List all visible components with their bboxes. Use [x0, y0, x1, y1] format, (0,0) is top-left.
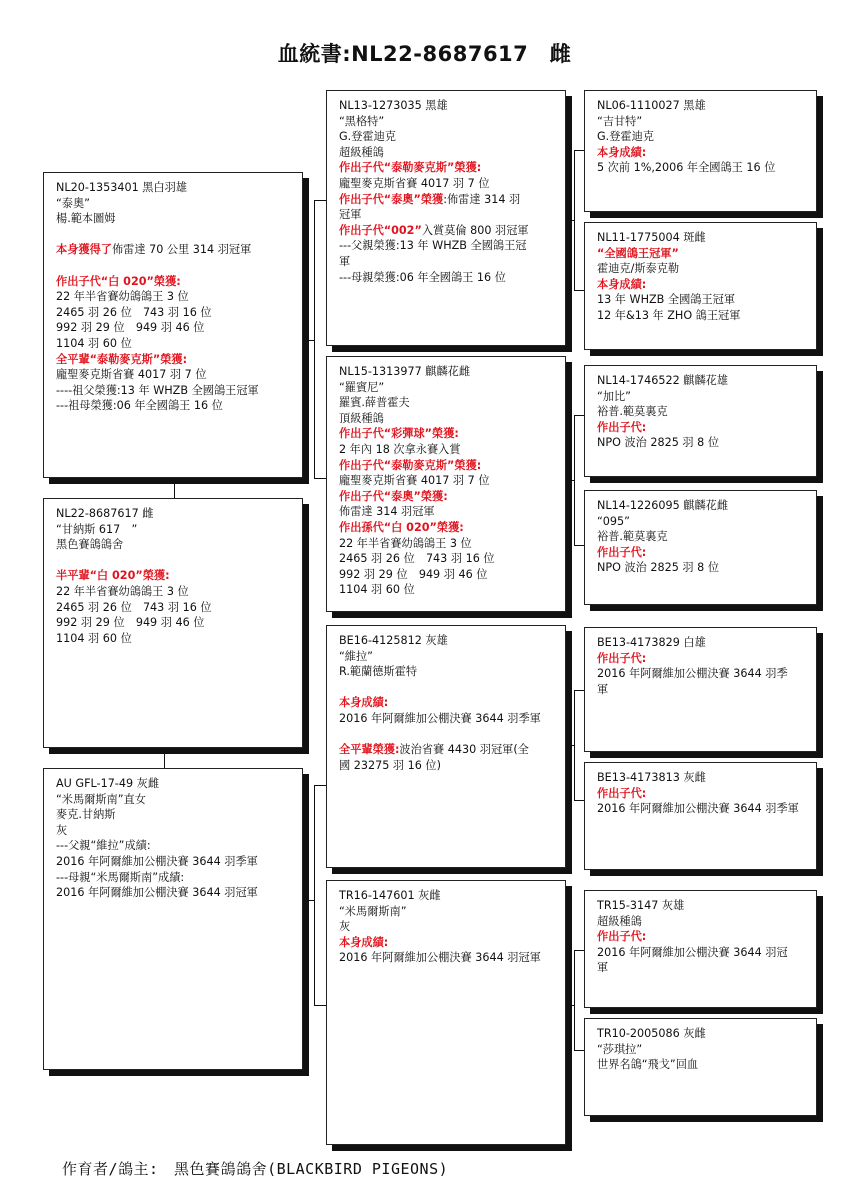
- line-text: ----祖父榮獲:13 年 WHZB 全國鴿王冠軍: [56, 383, 259, 397]
- pedigree-line: [56, 537, 292, 553]
- pedigree-line: [339, 742, 555, 758]
- connector-line: [314, 478, 326, 479]
- line-text: ---祖母榮獲:06 年全國鴿王 16 位: [56, 399, 223, 413]
- pedigree-line: [597, 770, 806, 786]
- highlight-text: 作出子代“泰勒麥克斯”榮獲:: [339, 458, 482, 472]
- pedigree-line: [56, 631, 292, 647]
- pedigree-box-paternal-grandmother: [326, 356, 566, 612]
- line-text: 992 羽 29 位 949 羽 46 位: [56, 616, 205, 630]
- pedigree-box-maternal-grandfather: [326, 625, 566, 868]
- line-text: NL11-1775004 斑雌: [597, 231, 706, 244]
- line-text: “泰奧”: [56, 196, 90, 210]
- line-text: 22 年半省賽幼鴿鴿王 3 位: [56, 584, 189, 598]
- line-text: “吉甘特”: [597, 114, 643, 128]
- line-text: NL06-1110027 黑雄: [597, 99, 706, 112]
- pedigree-line: [597, 945, 806, 961]
- connector-line: [574, 415, 584, 416]
- pedigree-line: [339, 458, 555, 474]
- pedigree-line: [597, 666, 806, 682]
- pedigree-line: [597, 514, 806, 530]
- connector-line: [566, 220, 575, 221]
- highlight-text: 全平輩榮獲:: [339, 743, 400, 757]
- pedigree-box-ggp-1: [584, 90, 817, 212]
- line-text: 992 羽 29 位 949 羽 46 位: [56, 321, 205, 335]
- pedigree-line: [56, 553, 292, 569]
- pedigree-line: [56, 336, 292, 352]
- pedigree-line: [597, 651, 806, 667]
- pedigree-line: [56, 196, 292, 212]
- pedigree-line: [339, 238, 555, 254]
- line-text: 2016 年阿爾維加公棚決賽 3644 羽季軍: [339, 711, 541, 725]
- highlight-text: 本身成績:: [339, 935, 389, 949]
- line-text: 軍: [339, 254, 351, 268]
- line-text: 12 年&13 年 ZHO 鴿王冠軍: [597, 308, 741, 322]
- line-text: 2465 羽 26 位 743 羽 16 位: [339, 552, 495, 566]
- pedigree-line: [597, 929, 806, 945]
- highlight-text: 作出子代“泰奧”榮獲:: [339, 489, 448, 503]
- pedigree-line: [339, 536, 555, 552]
- pedigree-line: [339, 888, 555, 904]
- highlight-text: 本身成績:: [597, 277, 647, 291]
- pedigree-line: [56, 807, 292, 823]
- line-text: 22 年半省賽幼鴿鴿王 3 位: [56, 290, 189, 304]
- line-text: :佈雷達 314 羽: [443, 192, 521, 206]
- pedigree-line: [56, 615, 292, 631]
- line-text: AU GFL-17-49 灰雌: [56, 777, 160, 790]
- pedigree-line: [597, 914, 806, 930]
- line-text: 2465 羽 26 位 743 羽 16 位: [56, 305, 212, 319]
- pedigree-line: [339, 664, 555, 680]
- highlight-text: 作出孫代“白 020”榮獲:: [339, 520, 464, 534]
- line-text: 佈雷達 70 公里 314 羽冠軍: [111, 243, 252, 257]
- pedigree-line: [56, 885, 292, 901]
- connector-line: [303, 340, 315, 341]
- line-text: “095”: [597, 514, 630, 528]
- connector-line: [314, 1005, 326, 1006]
- pedigree-line: [339, 129, 555, 145]
- highlight-text: 本身成績:: [597, 145, 647, 159]
- pedigree-box-ggp-4: [584, 490, 817, 605]
- line-text: 2016 年阿爾維加公棚決賽 3644 羽冠軍: [56, 886, 258, 900]
- pedigree-line: [597, 261, 806, 277]
- pedigree-line: [339, 207, 555, 223]
- highlight-text: 作出子代“泰奧”榮獲: [339, 192, 444, 206]
- line-text: 入賞莫倫 800 羽冠軍: [421, 223, 529, 237]
- pedigree-line: [339, 223, 555, 239]
- line-text: ---父親“維拉”成績:: [56, 839, 151, 853]
- pedigree-line: [597, 230, 806, 246]
- line-text: 2 年內 18 次拿永賽入賞: [339, 442, 461, 456]
- pedigree-line: [339, 380, 555, 396]
- pedigree-line: [339, 473, 555, 489]
- pedigree-line: [597, 898, 806, 914]
- line-text: “黑格特”: [339, 114, 385, 128]
- pedigree-line: [339, 395, 555, 411]
- connector-line: [314, 785, 315, 1005]
- line-text: NL14-1746522 麒麟花雄: [597, 374, 729, 387]
- pedigree-line: [56, 398, 292, 414]
- pedigree-line: [597, 545, 806, 561]
- pedigree-line: [339, 426, 555, 442]
- line-text: NL14-1226095 麒麟花雌: [597, 499, 729, 512]
- line-text: 灰: [339, 920, 351, 934]
- highlight-text: 半平輩“白 020”榮獲:: [56, 569, 170, 583]
- pedigree-line: [339, 680, 555, 696]
- pedigree-line: [339, 504, 555, 520]
- connector-line: [574, 545, 584, 546]
- pedigree-line: [597, 786, 806, 802]
- line-text: 黑色賽鴿鴿舍: [56, 538, 124, 552]
- pedigree-line: [339, 935, 555, 951]
- line-text: ---母親“米馬爾斯南”成績:: [56, 870, 185, 884]
- pedigree-line: [597, 529, 806, 545]
- connector-line: [566, 1005, 575, 1006]
- pedigree-box-ggp-5: [584, 627, 817, 752]
- connector-line: [574, 690, 584, 691]
- line-text: 13 年 WHZB 全國鴿王冠軍: [597, 293, 736, 307]
- pedigree-box-ggp-2: [584, 222, 817, 350]
- connector-line: [164, 747, 165, 769]
- line-text: 裕普.範莫裏克: [597, 405, 668, 419]
- highlight-text: 全平輩“泰勒麥克斯”榮獲:: [56, 352, 188, 366]
- pedigree-line: [56, 600, 292, 616]
- line-text: 2016 年阿爾維加公棚決賽 3644 羽季軍: [56, 854, 258, 868]
- line-text: R.範蘭德斯霍特: [339, 665, 418, 679]
- pedigree-line: [597, 682, 806, 698]
- highlight-text: 作出子代:: [597, 420, 647, 434]
- line-text: 1104 羽 60 位: [56, 631, 132, 645]
- line-text: NL15-1313977 麒麟花雌: [339, 365, 471, 378]
- line-text: “莎琪拉”: [597, 1042, 643, 1056]
- line-text: 22 年半省賽幼鴿鴿王 3 位: [339, 536, 472, 550]
- line-text: 羅賓.薛普霍夫: [339, 396, 410, 410]
- line-text: NPO 波治 2825 羽 8 位: [597, 561, 720, 575]
- highlight-text: 作出子代:: [597, 545, 647, 559]
- pedigree-line: [597, 277, 806, 293]
- pedigree-line: [597, 1026, 806, 1042]
- pedigree-line: [56, 792, 292, 808]
- pedigree-line: [56, 320, 292, 336]
- pedigree-line: [56, 274, 292, 290]
- highlight-text: 作出子代:: [597, 930, 647, 944]
- pedigree-line: [56, 776, 292, 792]
- connector-line: [574, 1050, 584, 1051]
- line-text: 2465 羽 26 位 743 羽 16 位: [56, 600, 212, 614]
- pedigree-line: [339, 98, 555, 114]
- connector-line: [566, 480, 575, 481]
- breeder-footer: 作育者/鴿主: 黑色賽鴿鴿舍(BLACKBIRD PIGEONS): [62, 1160, 449, 1178]
- connector-line: [574, 150, 584, 151]
- line-text: NL22-8687617 雌: [56, 507, 154, 520]
- pedigree-line: [597, 114, 806, 130]
- pedigree-line: [56, 180, 292, 196]
- pedigree-line: [56, 227, 292, 243]
- pedigree-box-mother: [43, 768, 303, 1070]
- pedigree-line: [597, 160, 806, 176]
- line-text: G.登霍迪克: [339, 130, 396, 144]
- pedigree-line: [339, 711, 555, 727]
- line-text: 1104 羽 60 位: [339, 583, 415, 597]
- line-text: 龐聖麥克斯省賽 4017 羽 7 位: [56, 368, 207, 382]
- pedigree-line: [597, 98, 806, 114]
- pedigree-box-ggp-7: [584, 890, 817, 1008]
- line-text: 5 次前 1%,2006 年全國鴿王 16 位: [597, 161, 776, 175]
- pedigree-line: [597, 498, 806, 514]
- pedigree-line: [597, 292, 806, 308]
- pedigree-line: [56, 352, 292, 368]
- line-text: 頂級種鴿: [339, 411, 384, 425]
- line-text: 麥克.甘納斯: [56, 808, 116, 822]
- line-text: “維拉”: [339, 649, 373, 663]
- pedigree-line: [56, 870, 292, 886]
- pedigree-box-ggp-3: [584, 365, 817, 477]
- pedigree-line: [597, 435, 806, 451]
- highlight-text: 作出子代“002”: [339, 223, 422, 237]
- pedigree-line: [339, 160, 555, 176]
- pedigree-line: [597, 801, 806, 817]
- connector-line: [314, 785, 326, 786]
- connector-line: [574, 950, 584, 951]
- connector-line: [314, 200, 326, 201]
- line-text: ---母親榮獲:06 年全國鴿王 16 位: [339, 270, 506, 284]
- pedigree-line: [339, 695, 555, 711]
- pedigree-line: [597, 308, 806, 324]
- line-text: 1104 羽 60 位: [56, 336, 132, 350]
- pedigree-line: [339, 254, 555, 270]
- pedigree-line: [339, 758, 555, 774]
- pedigree-line: [597, 960, 806, 976]
- connector-line: [174, 478, 175, 500]
- pedigree-box-ggp-8: [584, 1018, 817, 1116]
- pedigree-line: [56, 568, 292, 584]
- connector-line: [574, 290, 584, 291]
- highlight-text: “全國鴿王冠軍”: [597, 246, 679, 260]
- pedigree-line: [339, 176, 555, 192]
- pedigree-line: [339, 582, 555, 598]
- pedigree-line: [339, 145, 555, 161]
- pedigree-line: [339, 364, 555, 380]
- line-text: 2016 年阿爾維加公棚決賽 3644 羽冠: [597, 945, 788, 959]
- line-text: 992 羽 29 位 949 羽 46 位: [339, 567, 488, 581]
- pedigree-line: [597, 389, 806, 405]
- line-text: 超級種鴿: [597, 914, 642, 928]
- pedigree-line: [56, 522, 292, 538]
- line-text: ---父親榮獲:13 年 WHZB 全國鴿王冠: [339, 239, 527, 253]
- highlight-text: 作出子代:: [597, 786, 647, 800]
- line-text: 波治省賽 4430 羽冠軍(全: [399, 743, 529, 757]
- pedigree-line: [56, 823, 292, 839]
- line-text: “米馬爾斯南”: [339, 904, 407, 918]
- line-text: BE13-4173813 灰雌: [597, 771, 706, 784]
- pedigree-line: [56, 584, 292, 600]
- pedigree-box-maternal-grandmother: [326, 880, 566, 1145]
- pedigree-line: [597, 129, 806, 145]
- line-text: 裕普.範莫裏克: [597, 530, 668, 544]
- highlight-text: 作出子代“泰勒麥克斯”榮獲:: [339, 161, 482, 175]
- pedigree-line: [339, 567, 555, 583]
- pedigree-line: [56, 506, 292, 522]
- line-text: 2016 年阿爾維加公棚決賽 3644 羽冠軍: [339, 951, 541, 965]
- connector-line: [574, 800, 584, 801]
- pedigree-line: [56, 289, 292, 305]
- pedigree-line: [597, 560, 806, 576]
- connector-line: [566, 745, 575, 746]
- pedigree-line: [339, 633, 555, 649]
- pedigree-box-father: [43, 172, 303, 478]
- line-text: TR15-3147 灰雄: [597, 899, 685, 912]
- pedigree-line: [56, 211, 292, 227]
- line-text: 軍: [597, 961, 609, 975]
- pedigree-line: [597, 373, 806, 389]
- highlight-text: 本身成績:: [339, 696, 389, 710]
- line-text: 冠軍: [339, 208, 362, 222]
- line-text: “加比”: [597, 389, 631, 403]
- pedigree-line: [339, 489, 555, 505]
- highlight-text: 本身獲得了: [56, 243, 112, 257]
- highlight-text: 作出子代:: [597, 651, 647, 665]
- pedigree-line: [56, 838, 292, 854]
- pedigree-box-paternal-grandfather: [326, 90, 566, 346]
- line-text: 龐聖麥克斯省賽 4017 羽 7 位: [339, 176, 490, 190]
- line-text: G.登霍迪克: [597, 130, 654, 144]
- line-text: “米馬爾斯南”直女: [56, 792, 146, 806]
- line-text: 霍迪克/斯泰克勒: [597, 262, 680, 276]
- pedigree-box-ggp-6: [584, 762, 817, 870]
- line-text: 2016 年阿爾維加公棚決賽 3644 羽季軍: [597, 802, 799, 816]
- pedigree-line: [339, 950, 555, 966]
- line-text: 龐聖麥克斯省賽 4017 羽 7 位: [339, 474, 490, 488]
- pedigree-line: [339, 904, 555, 920]
- pedigree-line: [56, 305, 292, 321]
- line-text: NL20-1353401 黑白羽雄: [56, 181, 188, 194]
- pedigree-box-subject: [43, 498, 303, 748]
- pedigree-line: [339, 192, 555, 208]
- connector-line: [574, 950, 575, 1050]
- line-text: 國 23275 羽 16 位): [339, 758, 441, 772]
- line-text: “羅賓尼”: [339, 380, 385, 394]
- highlight-text: 作出子代“彩彈球”榮獲:: [339, 427, 459, 441]
- pedigree-line: [339, 114, 555, 130]
- line-text: BE16-4125812 灰雄: [339, 634, 448, 647]
- pedigree-line: [56, 854, 292, 870]
- line-text: 軍: [597, 682, 609, 696]
- line-text: 楊.範本圖姆: [56, 212, 116, 226]
- line-text: TR10-2005086 灰雌: [597, 1027, 706, 1040]
- line-text: NPO 波治 2825 羽 8 位: [597, 436, 720, 450]
- pedigree-line: [339, 919, 555, 935]
- highlight-text: 作出子代“白 020”榮獲:: [56, 274, 181, 288]
- connector-line: [314, 200, 315, 478]
- line-text: NL13-1273035 黑雄: [339, 99, 448, 112]
- line-text: 佈雷達 314 羽冠軍: [339, 505, 435, 519]
- pedigree-line: [339, 411, 555, 427]
- pedigree-line: [339, 727, 555, 743]
- pedigree-line: [597, 1057, 806, 1073]
- pedigree-line: [56, 383, 292, 399]
- connector-line: [303, 900, 315, 901]
- pedigree-line: [56, 258, 292, 274]
- pedigree-line: [597, 635, 806, 651]
- page-title: 血統書:NL22-8687617 雌: [277, 42, 572, 66]
- pedigree-line: [56, 367, 292, 383]
- pedigree-line: [597, 246, 806, 262]
- pedigree-line: [597, 420, 806, 436]
- pedigree-line: [339, 442, 555, 458]
- line-text: 灰: [56, 823, 68, 837]
- pedigree-line: [597, 404, 806, 420]
- pedigree-line: [597, 145, 806, 161]
- pedigree-line: [56, 242, 292, 258]
- line-text: 世界名鴿“飛戈”回血: [597, 1058, 699, 1072]
- line-text: TR16-147601 灰雌: [339, 889, 441, 902]
- pedigree-line: [339, 649, 555, 665]
- pedigree-line: [597, 1042, 806, 1058]
- line-text: BE13-4173829 白雄: [597, 636, 706, 649]
- pedigree-line: [339, 551, 555, 567]
- line-text: 2016 年阿爾維加公棚決賽 3644 羽季: [597, 667, 788, 681]
- line-text: “甘納斯 617 ”: [56, 522, 138, 536]
- pedigree-line: [339, 520, 555, 536]
- pedigree-line: [339, 270, 555, 286]
- line-text: 超級種鴿: [339, 145, 384, 159]
